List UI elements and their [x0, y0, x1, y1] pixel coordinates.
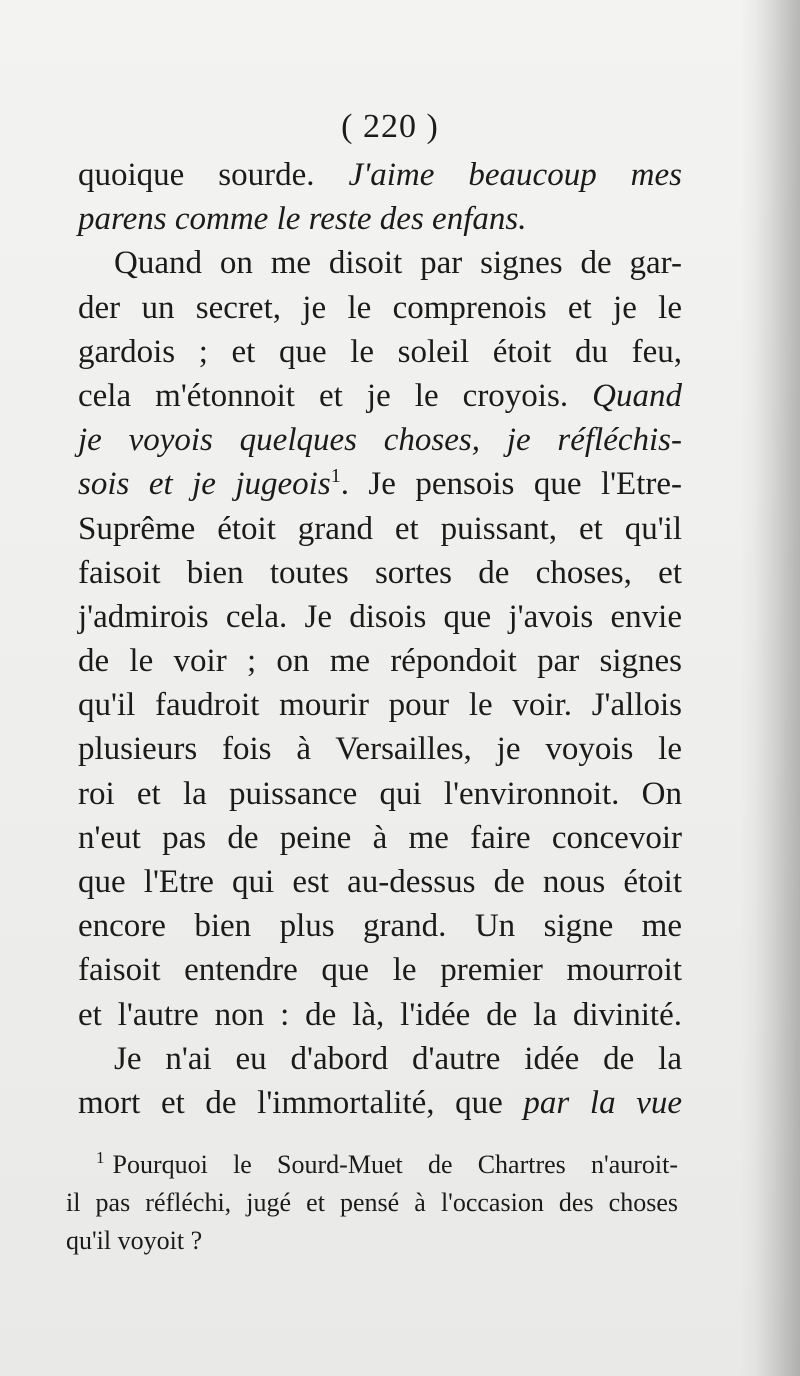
text-line: encore bien plus grand. Un signe me: [78, 908, 682, 945]
spine-shadow: [755, 0, 800, 1376]
text-line: j'admirois cela. Je disois que j'avois envie: [78, 598, 682, 635]
body-text: [78, 153, 682, 1125]
text-line: mort et de l'immortalité, que par la vue: [78, 1084, 682, 1121]
footnote-line: il pas réfléchi, jugé et pensé à l'occasion des choses: [66, 1188, 678, 1217]
footnote: [66, 1146, 678, 1260]
footnote-reference[interactable]: 1: [330, 465, 341, 488]
text-line: sois et je jugeois$^1$. Je pensois que l'Etre-: [78, 465, 683, 503]
text-line: faisoit entendre que le premier mourroit: [78, 952, 682, 989]
text-line: que l'Etre qui est au-dessus de nous étoit: [78, 864, 682, 900]
text-line: parens comme le reste des enfans.: [78, 201, 527, 238]
text-line: n'eut pas de peine à me faire concevoir: [78, 819, 682, 856]
footnote-line: $^1$ Pourquoi le Sourd-Muet de Chartres n'auroit-: [96, 1148, 678, 1179]
text-line: cela m'étonnoit et je le croyois. Quand: [78, 377, 682, 414]
text-line: et l'autre non : de là, l'idée de la divinité.: [78, 996, 682, 1033]
text-line: roi et la puissance qui l'environnoit. On: [78, 775, 682, 812]
text-line: Quand on me disoit par signes de gar-: [114, 245, 682, 282]
footnote-marker: 1: [96, 1148, 105, 1168]
text-line: der un secret, je le comprenois et je le: [78, 289, 682, 326]
text-line: plusieurs fois à Versailles, je voyois le: [78, 731, 682, 768]
text-line: gardois ; et que le soleil étoit du feu,: [78, 333, 682, 370]
text-line: de le voir ; on me répondoit par signes: [78, 643, 682, 680]
text-line: Je n'ai eu d'abord d'autre idée de la: [114, 1040, 682, 1077]
footnote-line: qu'il voyoit ?: [66, 1226, 203, 1255]
text-line: Suprême étoit grand et puissant, et qu'il: [78, 510, 682, 547]
text-line: quoique sourde. J'aime beaucoup mes: [78, 157, 683, 193]
text-line: je voyois quelques choses, je réfléchis-: [78, 422, 682, 459]
page-number: ( 220 ): [341, 108, 439, 145]
text-line: qu'il faudroit mourir pour le voir. J'allois: [78, 687, 682, 724]
text-line: faisoit bien toutes sortes de choses, et: [78, 554, 682, 591]
